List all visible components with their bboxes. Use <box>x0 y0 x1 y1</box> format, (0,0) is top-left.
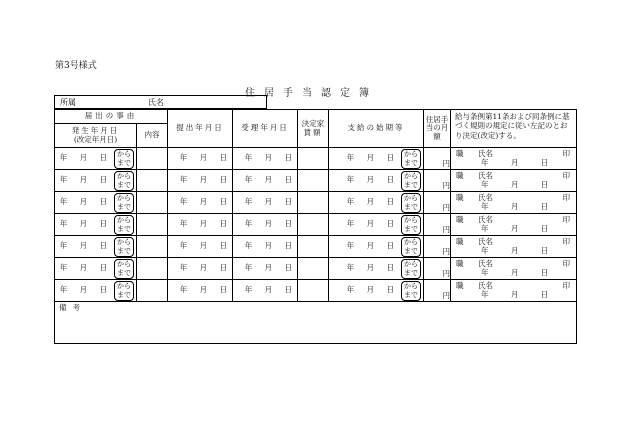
from-label: から <box>117 237 131 246</box>
yen-label: 円 <box>442 181 450 191</box>
rent-amount-cell <box>298 192 329 214</box>
approval-note: 給与条例第11条および同条例に基づく規則の規定に従い左記のとおり決定(改定)する。 <box>451 110 577 148</box>
date-label: 年 月 日 <box>346 263 399 273</box>
occurrence-date-cell <box>55 214 137 236</box>
table-row <box>55 258 577 280</box>
submission-date-cell: 年 月 日 <box>168 170 233 192</box>
to-label: まで <box>404 158 418 167</box>
approval-date-label: 年 月 日 <box>481 201 559 211</box>
position-label: 職 <box>456 236 464 246</box>
position-label: 職 <box>456 192 464 202</box>
allowance-amount-cell <box>424 280 451 302</box>
seal-label: 印 <box>562 148 570 158</box>
period-bracket <box>114 171 134 191</box>
affiliation-label: 所属 <box>60 98 76 107</box>
payment-start-cell <box>329 258 424 280</box>
rent-amount-header-line1: 決定家 <box>301 118 325 128</box>
allowance-amount-cell <box>424 192 451 214</box>
submission-date-cell: 年 月 日 <box>168 148 233 170</box>
period-bracket <box>114 259 134 279</box>
remarks-cell: 備考 <box>55 302 577 344</box>
receipt-date-cell: 年 月 日 <box>233 236 298 258</box>
approval-cell <box>451 236 577 258</box>
approval-date-label: 年 月 日 <box>481 157 559 167</box>
rent-amount-cell <box>298 280 329 302</box>
report-reason-header: 届出の事由 <box>55 110 168 124</box>
receipt-date-cell: 年 月 日 <box>233 258 298 280</box>
yen-label: 円 <box>442 159 450 169</box>
table-row <box>55 192 577 214</box>
yen-label: 円 <box>442 203 450 213</box>
to-label: まで <box>404 268 418 277</box>
submission-date-cell: 年 月 日 <box>168 280 233 302</box>
to-label: まで <box>404 246 418 255</box>
to-label: まで <box>117 180 131 189</box>
from-label: から <box>404 171 418 180</box>
remarks-row <box>55 302 577 344</box>
seal-label: 印 <box>562 236 570 246</box>
to-label: まで <box>404 290 418 299</box>
content-cell <box>137 148 168 170</box>
allowance-amount-cell <box>424 148 451 170</box>
allowance-amount-cell <box>424 170 451 192</box>
allowance-header-line1: 住居手 <box>425 114 449 124</box>
table-row <box>55 170 577 192</box>
position-label: 職 <box>456 148 464 158</box>
position-label: 職 <box>456 258 464 268</box>
date-label: 年 月 日 <box>346 197 399 207</box>
period-bracket <box>401 237 421 257</box>
to-label: まで <box>117 158 131 167</box>
yen-label: 円 <box>442 269 450 279</box>
rent-amount-cell <box>298 170 329 192</box>
person-label: 氏名 <box>478 170 493 180</box>
receipt-date-header: 受理年月日 <box>233 110 298 148</box>
name-label: 氏名 <box>148 98 164 107</box>
register-table <box>54 109 577 344</box>
from-label: から <box>117 259 131 268</box>
date-label: 年 月 日 <box>59 175 112 185</box>
period-bracket <box>401 149 421 169</box>
allowance-header-line2: 当の月 <box>425 123 449 133</box>
form-number-label: 第3号様式 <box>55 61 97 71</box>
period-bracket <box>114 237 134 257</box>
rent-amount-cell <box>298 148 329 170</box>
date-label: 年 月 日 <box>59 285 112 295</box>
approval-date-label: 年 月 日 <box>481 179 559 189</box>
receipt-date-cell: 年 月 日 <box>233 192 298 214</box>
approval-cell <box>451 214 577 236</box>
approval-cell <box>451 148 577 170</box>
payment-start-cell <box>329 214 424 236</box>
from-label: から <box>404 259 418 268</box>
date-label: 年 月 日 <box>346 219 399 229</box>
payment-start-cell <box>329 148 424 170</box>
content-cell <box>137 170 168 192</box>
to-label: まで <box>117 246 131 255</box>
rent-amount-header-line2: 賃額 <box>303 127 323 137</box>
approval-date-label: 年 月 日 <box>481 245 559 255</box>
from-label: から <box>404 149 418 158</box>
approval-date-label: 年 月 日 <box>481 289 559 299</box>
from-label: から <box>404 237 418 246</box>
to-label: まで <box>117 290 131 299</box>
from-label: から <box>404 193 418 202</box>
seal-label: 印 <box>562 214 570 224</box>
revision-date-label: (改定年月日) <box>73 134 118 144</box>
approval-cell <box>451 170 577 192</box>
period-bracket <box>401 193 421 213</box>
person-label: 氏名 <box>478 148 493 158</box>
submission-date-cell: 年 月 日 <box>168 192 233 214</box>
date-label: 年 月 日 <box>59 197 112 207</box>
allowance-header-line3: 額 <box>433 131 441 141</box>
period-bracket <box>114 193 134 213</box>
to-label: まで <box>117 202 131 211</box>
from-label: から <box>117 149 131 158</box>
allowance-amount-cell <box>424 214 451 236</box>
date-label: 年 月 日 <box>59 219 112 229</box>
person-label: 氏名 <box>478 214 493 224</box>
person-label: 氏名 <box>478 258 493 268</box>
seal-label: 印 <box>562 280 570 290</box>
occurrence-date-cell <box>55 258 137 280</box>
submission-date-cell: 年 月 日 <box>168 214 233 236</box>
approval-cell <box>451 192 577 214</box>
date-label: 年 月 日 <box>346 153 399 163</box>
page-title: 住居手当認定簿 <box>245 88 378 99</box>
person-label: 氏名 <box>478 192 493 202</box>
date-label: 年 月 日 <box>59 263 112 273</box>
occurrence-date-cell <box>55 192 137 214</box>
yen-label: 円 <box>442 225 450 235</box>
period-bracket <box>401 259 421 279</box>
occurrence-date-cell <box>55 148 137 170</box>
submission-date-cell: 年 月 日 <box>168 258 233 280</box>
date-label: 年 月 日 <box>346 175 399 185</box>
content-cell <box>137 258 168 280</box>
content-cell <box>137 214 168 236</box>
rent-amount-cell <box>298 214 329 236</box>
receipt-date-cell: 年 月 日 <box>233 170 298 192</box>
approval-date-label: 年 月 日 <box>481 267 559 277</box>
from-label: から <box>404 281 418 290</box>
content-cell <box>137 236 168 258</box>
table-row <box>55 214 577 236</box>
occurrence-date-cell <box>55 236 137 258</box>
from-label: から <box>117 215 131 224</box>
date-label: 年 月 日 <box>346 241 399 251</box>
content-header: 内容 <box>137 124 168 148</box>
submission-date-cell: 年 月 日 <box>168 236 233 258</box>
occurrence-date-label: 発生年月日 <box>71 125 120 135</box>
seal-label: 印 <box>562 258 570 268</box>
to-label: まで <box>117 224 131 233</box>
receipt-date-cell: 年 月 日 <box>233 148 298 170</box>
payment-start-cell <box>329 236 424 258</box>
occurrence-date-cell <box>55 280 137 302</box>
period-bracket <box>401 281 421 301</box>
payment-start-cell <box>329 192 424 214</box>
to-label: まで <box>117 268 131 277</box>
period-bracket <box>401 215 421 235</box>
to-label: まで <box>404 224 418 233</box>
to-label: まで <box>404 202 418 211</box>
position-label: 職 <box>456 214 464 224</box>
table-row <box>55 280 577 302</box>
period-bracket <box>401 171 421 191</box>
person-label: 氏名 <box>478 236 493 246</box>
occurrence-date-cell <box>55 170 137 192</box>
yen-label: 円 <box>442 291 450 301</box>
allowance-amount-cell <box>424 236 451 258</box>
seal-label: 印 <box>562 192 570 202</box>
allowance-amount-cell <box>424 258 451 280</box>
rent-amount-cell <box>298 258 329 280</box>
date-label: 年 月 日 <box>346 285 399 295</box>
seal-label: 印 <box>562 170 570 180</box>
yen-label: 円 <box>442 247 450 257</box>
position-label: 職 <box>456 170 464 180</box>
receipt-date-cell: 年 月 日 <box>233 280 298 302</box>
approval-cell <box>451 280 577 302</box>
from-label: から <box>117 281 131 290</box>
payment-start-cell <box>329 170 424 192</box>
table-row <box>55 236 577 258</box>
payment-start-cell <box>329 280 424 302</box>
period-bracket <box>114 149 134 169</box>
payment-start-header: 支給の始期等 <box>329 110 424 148</box>
period-bracket <box>114 215 134 235</box>
content-cell <box>137 280 168 302</box>
rent-amount-cell <box>298 236 329 258</box>
approval-date-label: 年 月 日 <box>481 223 559 233</box>
period-bracket <box>114 281 134 301</box>
affiliation-name-box <box>54 95 267 109</box>
content-cell <box>137 192 168 214</box>
date-label: 年 月 日 <box>59 241 112 251</box>
to-label: まで <box>404 180 418 189</box>
from-label: から <box>117 193 131 202</box>
position-label: 職 <box>456 280 464 290</box>
rent-amount-header <box>298 110 329 148</box>
submission-date-header: 提出年月日 <box>168 110 233 148</box>
date-label: 年 月 日 <box>59 153 112 163</box>
occurrence-date-header <box>55 124 137 148</box>
table-row <box>55 148 577 170</box>
receipt-date-cell: 年 月 日 <box>233 214 298 236</box>
person-label: 氏名 <box>478 280 493 290</box>
approval-cell <box>451 258 577 280</box>
from-label: から <box>117 171 131 180</box>
from-label: から <box>404 215 418 224</box>
allowance-amount-header <box>424 110 451 148</box>
